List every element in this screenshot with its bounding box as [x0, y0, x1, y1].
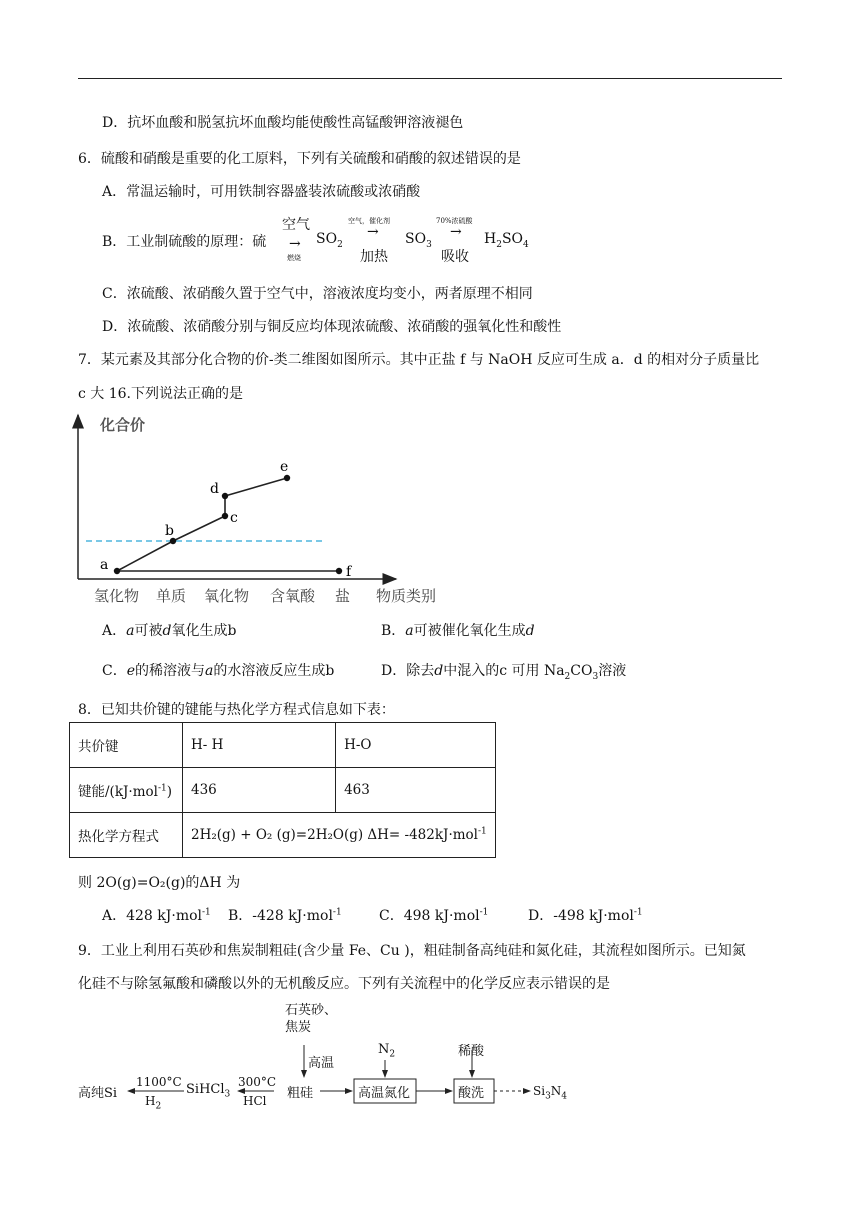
- flow-sihcl3: SiHCl$_3$: [186, 1082, 231, 1100]
- flow-pure-si: 高纯Si: [78, 1086, 118, 1101]
- table-cell: 键能/(kJ·mol$^{-1}$): [70, 768, 183, 813]
- flow-temp-300: 300°C: [238, 1075, 277, 1089]
- q7-stem-line2: c 大 16.下列说法正确的是: [78, 386, 244, 402]
- q6-option-a: A．常温运输时，可用铁制容器盛装浓硫酸或浓硝酸: [102, 184, 421, 200]
- flow-nitriding-label: 高温氮化: [358, 1086, 411, 1101]
- q8-option-c: C．498 kJ·mol$^{-1}$: [379, 907, 489, 924]
- q7-stem-line1: 7．某元素及其部分化合物的价-类二维图如图所示。其中正盐 f 与 NaOH 反应可生成 a．d 的相对分子质量比: [78, 352, 760, 368]
- category-hydride: 氢化物: [94, 587, 140, 605]
- table-cell: H-O: [336, 723, 496, 768]
- x-axis-label: 物质类别: [376, 587, 437, 605]
- q7-option-c: C．e的稀溶液与a的水溶液反应生成b: [102, 663, 335, 679]
- table-cell: 热化学方程式: [70, 813, 183, 858]
- condition-air: 空气: [282, 217, 310, 233]
- segment-de: [225, 478, 287, 496]
- flow-h2: $H_2$: [145, 1094, 162, 1112]
- arrow-icon: →: [289, 236, 301, 252]
- valence-class-chart: [60, 405, 460, 605]
- q8-option-b: B．-428 kJ·mol$^{-1}$: [228, 907, 342, 924]
- q8-stem: 8．已知共价键的键能与热化学方程式信息如下表：: [78, 702, 395, 718]
- q8-ask: 则 2O(g)=O₂(g)的ΔH 为: [78, 875, 241, 891]
- arrow-icon: →: [450, 224, 462, 240]
- label-b: b: [165, 523, 174, 539]
- label-f: f: [346, 564, 352, 580]
- table-row: [70, 723, 496, 768]
- q6-option-c: C．浓硫酸、浓硝酸久置于空气中，溶液浓度均变小，两者原理不相同: [102, 286, 533, 302]
- formula-so2: $SO_2$: [316, 231, 343, 250]
- q5-option-d: D．抗坏血酸和脱氢抗坏血酸均能使酸性高锰酸钾溶液褪色: [102, 115, 464, 131]
- point-c: [222, 513, 228, 519]
- flow-crude-si: 粗硅: [287, 1086, 314, 1101]
- arrow-icon: →: [367, 224, 379, 240]
- label-a: a: [100, 557, 109, 573]
- condition-acid: 70%浓硫酸: [436, 217, 473, 225]
- table-row: [70, 768, 496, 813]
- segment-bc: [173, 516, 225, 541]
- label-c: c: [230, 510, 238, 526]
- header-rule: [78, 78, 782, 79]
- q8-option-a: A．428 kJ·mol$^{-1}$: [102, 907, 211, 924]
- flow-n2: $N_2$: [378, 1042, 396, 1060]
- q8-option-d: D．-498 kJ·mol$^{-1}$: [528, 907, 643, 924]
- flow-raw-1: 石英砂、: [285, 1003, 338, 1018]
- segment-ab: [117, 541, 173, 571]
- point-f: [336, 568, 342, 574]
- formula-h2so4: $H_2SO_4$: [484, 231, 529, 250]
- category-oxide: 氧化物: [204, 587, 250, 605]
- q6-stem: 6．硫酸和硝酸是重要的化工原料，下列有关硫酸和硝酸的叙述错误的是: [78, 151, 521, 167]
- flow-dilute-acid: 稀酸: [458, 1044, 485, 1059]
- condition-absorb: 吸收: [441, 249, 469, 265]
- flow-hcl: HCl: [243, 1094, 267, 1108]
- flow-raw-2: 焦炭: [285, 1020, 312, 1035]
- q9-stem-line1: 9．工业上利用石英砂和焦炭制粗硅(含少量 Fe、Cu )，粗硅制备高纯硅和氮化硅，其流程如图所示。已知氮: [78, 943, 746, 959]
- flow-temp-1100: 1100°C: [136, 1075, 182, 1089]
- flow-si3n4: $Si_3N_4$: [533, 1084, 568, 1102]
- table-row: [70, 813, 496, 858]
- flow-acid-wash-label: 酸洗: [458, 1086, 485, 1101]
- table-cell: 463: [336, 768, 496, 813]
- q7-option-a: A．a可被d氧化生成b: [102, 623, 237, 639]
- category-element: 单质: [156, 587, 187, 605]
- category-salt: 盐: [335, 587, 351, 605]
- label-e: e: [280, 459, 289, 475]
- y-axis-label: 化合价: [100, 416, 146, 434]
- label-d: d: [210, 481, 219, 497]
- q7-option-d: D．除去d中混入的c 可用 $Na_2CO_3$溶液: [381, 663, 627, 682]
- bond-energy-table: [69, 722, 496, 858]
- q6-option-d: D．浓硫酸、浓硝酸分别与铜反应均体现浓硫酸、浓硝酸的强氧化性和酸性: [102, 319, 562, 335]
- category-oxyacid: 含氧酸: [270, 587, 316, 605]
- point-d: [222, 493, 228, 499]
- condition-catalyst: 空气，催化剂: [348, 217, 390, 225]
- table-cell: H- H: [183, 723, 336, 768]
- table-cell: 2H₂(g) + O₂ (g)=2H₂O(g) ΔH= -482kJ·mol$^{-1}$: [183, 813, 496, 858]
- table-cell: 共价键: [70, 723, 183, 768]
- condition-burn: 燃烧: [287, 254, 301, 262]
- condition-heat: 加热: [360, 249, 388, 265]
- flow-high-temp: 高温: [308, 1056, 335, 1071]
- point-a: [114, 568, 120, 574]
- q7-option-b: B．a可被催化氧化生成d: [381, 623, 535, 639]
- table-cell: 436: [183, 768, 336, 813]
- formula-so3: $SO_3$: [405, 231, 432, 250]
- point-e: [284, 475, 290, 481]
- q9-stem-line2: 化硅不与除氢氟酸和磷酸以外的无机酸反应。下列有关流程中的化学反应表示错误的是: [78, 976, 610, 992]
